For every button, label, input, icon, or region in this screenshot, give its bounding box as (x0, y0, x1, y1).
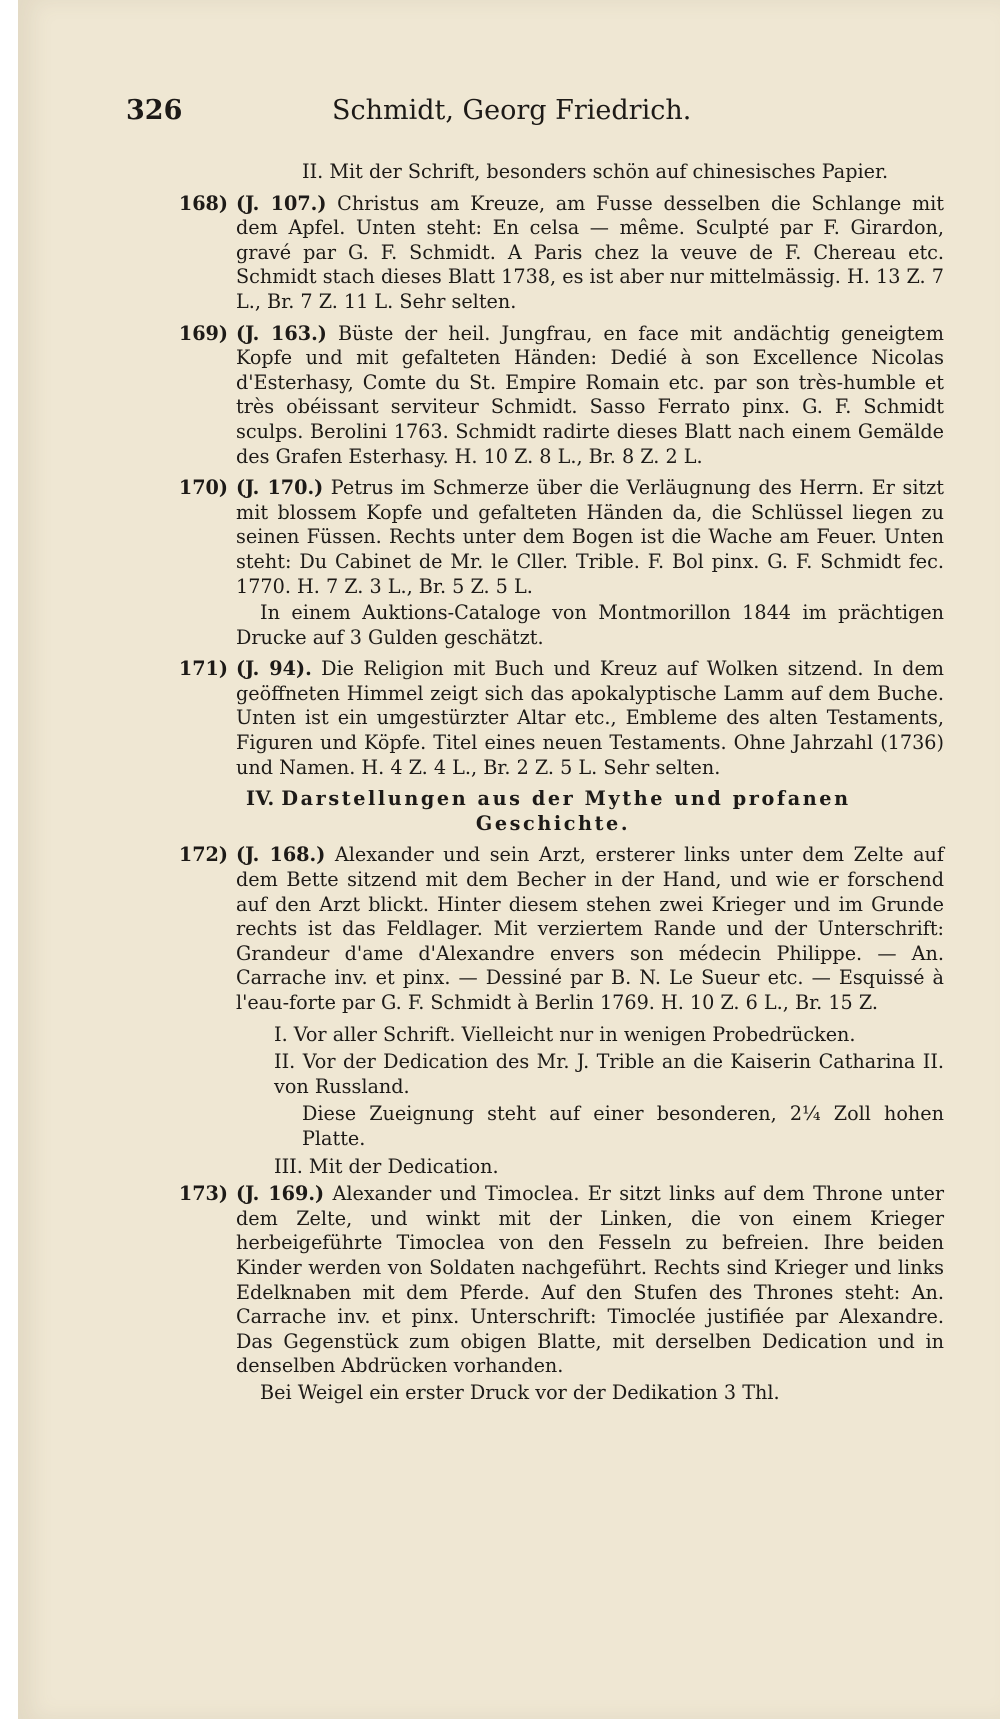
entry-number: 168) (178, 191, 228, 215)
entry-continuation: Bei Weigel ein erster Druck vor der Dedikation 3 Thl. (260, 1380, 780, 1404)
entry-description (236, 192, 944, 315)
state-note: Diese Zueignung steht auf einer besonderen, 2¼ Zoll hohen Platte. (302, 1102, 944, 1150)
entry-description (236, 476, 944, 650)
running-title: Schmidt, Georg Friedrich. (332, 95, 692, 126)
entry-number: 172) (178, 843, 228, 867)
state-paragraph: II. Mit der Schrift, besonders schön auf chinesisches Papier. (302, 160, 889, 183)
catalogue-entry-168 (162, 192, 944, 315)
entry-continuation: In einem Auktions-Cataloge von Montmorillon 1844 im prächtigen Drucke auf 3 Gulden geschätzt. (236, 601, 944, 649)
entry-description (236, 843, 944, 1015)
entry-reference: (J. 94). (236, 657, 312, 681)
section-title: Darstellungen aus der Mythe und profanen (281, 787, 851, 811)
entry-reference: (J. 107.) (236, 191, 327, 215)
entry-reference: (J. 163.) (236, 321, 327, 345)
entry-reference: (J. 169.) (236, 1182, 325, 1206)
entry-body: Petrus im Schmerze über die Verläugnung des Herrn. Er sitzt mit blossem Kopfe und gefalteten Händen da, die Schlüssel liegen zu seinen Füssen. Rechts unter dem Bogen ist die Wache am Feuer. Unten steht: Du Cabinet de Mr. le Cller. Trible. F. Bol pinx. G. F. Schmidt fec. 1770. H. 7 Z. 3 L., Br. 5 Z. 5 L. (236, 476, 944, 598)
section-title-continued: Geschichte. (475, 811, 631, 835)
entry-body: Alexander und Timoclea. Er sitzt links auf dem Throne unter dem Zelte, und winkt mit der Linken, die von einem Krieger herbeigeführte Timoclea von den Fesseln zu befreien. Ihre beiden Kinder werden von Soldaten nachgeführt. Rechts sind Krieger und links Edelknaben mit dem Pferde. Auf den Stufen des Thrones steht: An. Carrache inv. et pinx. Unterschrift: Timoclée justifiée par Alexandre. Das Gegenstück zum obigen Blatte, mit derselben Dedication und in denselben Abdrücken vorhanden. (236, 1182, 944, 1378)
entry-number: 169) (178, 321, 228, 345)
catalogue-entry-169 (162, 322, 944, 470)
entry-description (236, 322, 944, 470)
catalogue-entry-171 (162, 657, 944, 780)
entry-body: Christus am Kreuze, am Fusse desselben die Schlange mit dem Apfel. Unten steht: En celsa — même. Sculpté par F. Girardon, gravé par G. F. Schmidt. A Paris chez la veuve de F. Chereau etc. Schmidt stach dieses Blatt 1738, es ist aber nur mittelmässig. H. 13 Z. 7 L., Br. 7 Z. 11 L. Sehr selten. (236, 191, 944, 313)
section-number: IV. (246, 787, 275, 811)
entry-body: Büste der heil. Jungfrau, en face mit andächtig geneigtem Kopfe und mit gefalteten Händen: Dedié à son Excellence Nicolas d'Esterhasy, Comte du St. Empire Romain etc. par son très-humble et très obéissant serviteur Schmidt. Sasso Ferrato pinx. G. F. Schmidt sculps. Berolini 1763. Schmidt radirte dieses Blatt nach einem Gemälde des Grafen Esterhasy. H. 10 Z. 8 L., Br. 8 Z. 2 L. (236, 321, 944, 468)
entry-number: 173) (178, 1182, 228, 1206)
entry-number: 170) (178, 476, 228, 500)
entry-body: Alexander und sein Arzt, ersterer links unter dem Zelte auf dem Bette sitzend mit dem Becher in der Hand, und wie er forschend auf den Arzt blickt. Hinter diesem stehen zwei Krieger und im Grunde rechts ist das Feldlager. Mit verziertem Rande und der Unterschrift: Grandeur d'ame d'Alexandre envers son médecin Philippe. — An. Carrache inv. et pinx. — Dessiné par B. N. Le Sueur etc. — Esquissé à l'eau-forte par G. F. Schmidt à Berlin 1769. H. 10 Z. 6 L., Br. 15 Z. (236, 843, 944, 1014)
catalogue-entry-170 (162, 476, 944, 650)
book-page (18, 0, 1000, 1719)
catalogue-entry-173 (162, 1182, 944, 1405)
entry-description (236, 1182, 944, 1405)
page-header (126, 95, 906, 131)
state-paragraph: I. Vor aller Schrift. Vielleicht nur in wenigen Probedrücken. (274, 1022, 856, 1046)
section-heading (246, 787, 944, 836)
entry-body: Die Religion mit Buch und Kreuz auf Wolken sitzend. In dem geöffneten Himmel zeigt sich das apokalyptische Lamm auf dem Buche. Unten ist ein umgestürzter Altar etc., Embleme des alten Testaments, Figuren und Köpfe. Titel eines neuen Testaments. Ohne Jahrzahl (1736) und Namen. H. 4 Z. 4 L., Br. 2 Z. 5 L. Sehr selten. (236, 657, 944, 779)
state-paragraph: II. Vor der Dedication des Mr. J. Trible an die Kaiserin Catharina II. von Russland. (274, 1050, 944, 1098)
page-number: 326 (126, 95, 183, 126)
state-paragraph: III. Mit der Dedication. (274, 1154, 499, 1178)
entry-reference: (J. 170.) (236, 476, 324, 500)
catalogue-text (162, 160, 944, 1413)
entry-description (236, 657, 944, 780)
entry-reference: (J. 168.) (236, 843, 326, 867)
catalogue-entry-172 (162, 843, 944, 1015)
entry-number: 171) (178, 657, 228, 681)
